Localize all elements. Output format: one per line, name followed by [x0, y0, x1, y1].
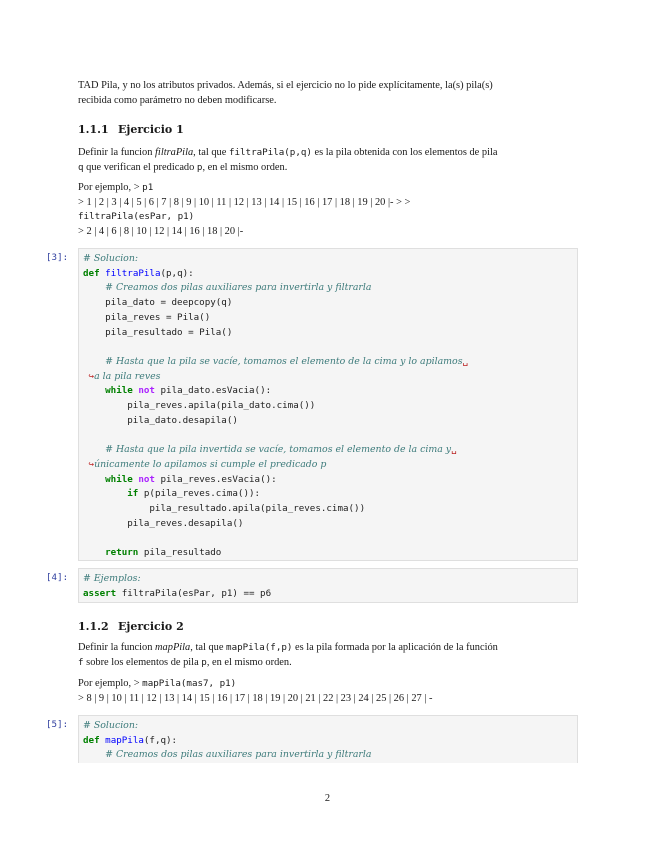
code-block — [83, 719, 573, 763]
section1-example — [78, 181, 583, 239]
section2-example — [78, 677, 583, 706]
inline-code: mapPila(mas7, p1) — [142, 678, 237, 689]
desc-text: Definir la funcion — [78, 642, 156, 653]
keyword: while — [105, 385, 133, 397]
intro-line-1: TAD Pila, y no los atributos privados. Además, si el ejercicio no lo pide explícitamente, la(s) pila(s) — [78, 80, 493, 91]
example-output: > 2 | 4 | 6 | 8 | 10 | 12 | 14 | 16 | 18 | 20 |- — [78, 225, 244, 237]
code-text: pila_resultado — [143, 547, 222, 559]
intro-line-2: recibida como parámetro no deben modificarse. — [78, 94, 277, 106]
keyword: not — [138, 473, 155, 485]
desc-text: Definir la funcion — [78, 147, 156, 158]
line-wrap-icon: ␣ — [462, 355, 469, 367]
keyword: if — [127, 488, 139, 500]
desc-text: sobre los elementos de pila — [83, 656, 202, 668]
code-text: pila_dato = deepcopy(q) — [105, 297, 233, 309]
code-block — [83, 252, 573, 561]
cell-prompt: [5]: — [46, 719, 69, 730]
inline-code: p1 — [142, 182, 154, 193]
code-comment: # Creamos dos pilas auxiliares para invertirla y filtrarla — [105, 749, 372, 761]
example-output: > 8 | 9 | 10 | 11 | 12 | 13 | 14 | 15 | 16 | 17 | 18 | 19 | 20 | 21 | 22 | 23 | 24 | 25 | 26 | 27 | - — [78, 692, 433, 704]
keyword: def — [83, 267, 100, 279]
desc-text: es la pila obtenida con los elementos de pila — [311, 147, 498, 158]
inline-code: mapPila(f,p) — [226, 642, 293, 653]
cell-prompt: [3]: — [46, 252, 69, 263]
code-comment: # Solucion: — [83, 720, 139, 731]
section-title: Ejercicio 2 — [118, 620, 184, 633]
code-comment: a la pila reves — [94, 370, 161, 382]
function-name: filtraPila — [155, 147, 194, 158]
code-comment: # Creamos dos pilas auxiliares para invertirla y filtrarla — [105, 282, 372, 294]
line-continue-icon: ↪ — [88, 458, 95, 470]
code-text: pila_dato.desapila() — [127, 414, 238, 426]
code-comment: únicamente lo apilamos si cumple el predicado p — [94, 458, 327, 470]
code-text: pila_resultado.apila(pila_reves.cima()) — [149, 502, 366, 514]
code-text: pila_reves.apila(pila_dato.cima()) — [127, 400, 316, 412]
section-title: Ejercicio 1 — [118, 123, 184, 136]
code-text: pila_dato.esVacia(): — [160, 385, 272, 397]
desc-text: que verifican el predicado — [83, 161, 197, 173]
example-text: Por ejemplo, > — [78, 182, 143, 193]
keyword: return — [105, 547, 139, 559]
keyword: assert — [83, 587, 117, 599]
inline-code: filtraPila(p,q) — [228, 147, 312, 158]
code-comment: # Ejemplos: — [83, 573, 141, 584]
desc-text: es la pila formada por la aplicación de la función — [292, 642, 498, 653]
inline-code: q — [78, 161, 84, 173]
function-def-name: mapPila — [105, 734, 144, 746]
section-number: 1.1.1 — [78, 123, 109, 136]
example-text: Por ejemplo, > — [78, 678, 143, 689]
function-def-name: filtraPila — [105, 267, 161, 279]
keyword: while — [105, 473, 133, 485]
code-text: pila_reves.esVacia(): — [160, 473, 277, 485]
code-block — [83, 572, 573, 601]
section-heading-ejercicio-1 — [78, 123, 184, 136]
code-cell-5[interactable] — [78, 715, 578, 763]
keyword: not — [138, 385, 155, 397]
line-continue-icon: ↪ — [88, 370, 95, 382]
code-comment: # Hasta que la pila invertida se vacíe, tomamos el elemento de la cima y — [105, 444, 452, 456]
code-comment: # Hasta que la pila se vacíe, tomamos el elemento de la cima y lo apilamos — [105, 355, 463, 367]
page-number: 2 — [324, 793, 331, 804]
code-text: pila_reves = Pila() — [105, 311, 211, 323]
code-cell-4[interactable] — [78, 568, 578, 603]
code-comment: # Solucion: — [83, 253, 139, 264]
line-wrap-icon: ␣ — [451, 444, 457, 456]
desc-text: , tal que — [193, 147, 229, 158]
inline-code: f — [78, 656, 84, 668]
section2-description — [78, 641, 583, 670]
cell-prompt: [4]: — [46, 572, 69, 583]
desc-text: , en el mismo orden. — [206, 656, 292, 668]
section-heading-ejercicio-2 — [78, 620, 184, 633]
code-text: filtraPila(esPar, p1) == p6 — [121, 587, 272, 599]
inline-code: p — [201, 656, 207, 668]
section-number: 1.1.2 — [78, 620, 109, 633]
code-text: pila_reves.desapila() — [127, 517, 244, 529]
desc-text: , tal que — [190, 642, 227, 653]
inline-code: p — [196, 161, 203, 173]
code-text: pila_resultado = Pila() — [105, 326, 233, 338]
intro-paragraph — [78, 79, 583, 108]
code-text: (p,q): — [160, 267, 194, 279]
section1-description — [78, 146, 583, 175]
keyword: def — [83, 734, 100, 746]
desc-text: , en el mismo orden. — [202, 161, 288, 173]
code-text: p(pila_reves.cima()): — [143, 488, 261, 500]
example-output: > 1 | 2 | 3 | 4 | 5 | 6 | 7 | 8 | 9 | 10 | 11 | 12 | 13 | 14 | 15 | 16 | 17 | 18 | 19 | 20 |- > > — [78, 196, 411, 208]
code-cell-3[interactable] — [78, 248, 578, 561]
example-call: filtraPila(esPar, p1) — [78, 211, 195, 223]
code-text: (f,q): — [143, 734, 178, 746]
function-name: mapPila — [155, 642, 191, 653]
